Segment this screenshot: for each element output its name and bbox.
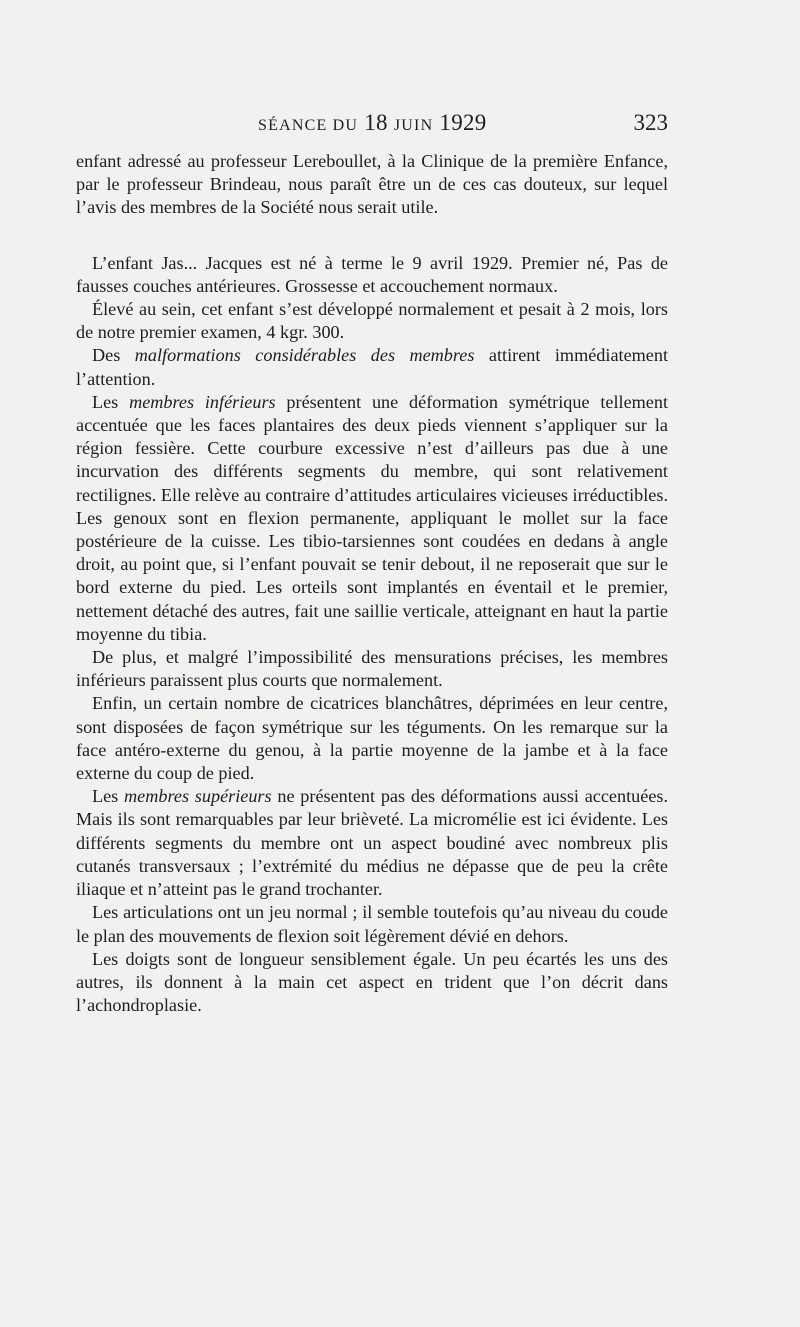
running-title-month: JUIN [393,117,434,134]
paragraph-joints: Les articulations ont un jeu normal ; il semble toutefois qu’au niveau du coude le plan des mouvements de flexion soit légèrement dévié en dehors. [76,902,668,946]
paragraph-shortness: De plus, et malgré l’impossibilité des mensurations précises, les membres inférieurs paraissent plus courts que normalement. [76,647,668,691]
page-number: 323 [633,110,668,135]
paragraph-scars: Enfin, un certain nombre de cicatrices blanchâtres, déprimées en leur centre, sont disposées de façon symétrique sur les téguments. On les remarque sur la face antéro-externe du genou, à la partie moyenne de la jambe et à la face externe du coup de pied. [76,693,668,784]
running-title-prefix: SÉANCE DU [258,117,359,134]
body-text [76,150,668,1017]
paragraph-lower-limbs [76,391,668,646]
running-title-day: 18 [364,110,388,135]
italic-term: membres inférieurs [129,391,276,412]
paragraph-malformations [76,344,668,390]
italic-term: membres supérieurs [124,786,272,807]
text: présentent une déformation symétrique tellement accentuée que les faces plantaires des deux pieds viennent s’appliquer sur la région fessière. Cette courbure excessive n’est d’ailleurs pas due à une incurvation des différents segments du membre, qui sont relativement rectilignes. Elle relève au contraire d’attitudes articulaires vicieuses irréductibles. Les genoux sont en flexion permanente, appliquant le mollet sur la face postérieure de la cuisse. Les tibio-tarsiennes sont coudées en dedans à angle droit, au point que, si l’enfant pouvait se tenir debout, il ne reposerait que sur le bord externe du pied. Les orteils sont implantés en éventail et le premier, nettement détaché des autres, fait une saillie verticale, atteignant en haut la partie moyenne du tibia. [76,391,669,644]
paragraph-case-intro: L’enfant Jas... Jacques est né à terme le 9 avril 1929. Premier né, Pas de fausses couches antérieures. Grossesse et accouchement normaux. [76,252,668,296]
running-header [76,106,668,138]
italic-term: malformations considérables des membres [134,345,475,366]
text: attirent immédiatement l’attention. [76,345,669,389]
text: Les [92,391,119,412]
running-title [258,110,487,136]
text: Des [92,345,121,366]
paragraph-fingers: Les doigts sont de longueur sensiblement égale. Un peu écartés les uns des autres, ils donnent à la main cet aspect en trident que l’on décrit dans l’achondroplasie. [76,948,668,1016]
running-title-year: 1929 [439,110,487,135]
paragraph-continuation: enfant adressé au professeur Lereboullet, à la Clinique de la première Enfance, par le professeur Brindeau, nous paraît être un de ces cas douteux, sur lequel l’avis des membres de la Société nous serait utile. [76,151,668,218]
text: ne présentent pas des déformations aussi accentuées. Mais ils sont remarquables par leur brièveté. La micromélie est ici évidente. Les différents segments du membre ont un aspect boudiné avec nombreux plis cutanés transversaux ; l’extrémité du médius ne dépasse que de peu la crête iliaque et n’atteint pas le grand trochanter. [76,786,669,900]
paragraph-upper-limbs [76,785,668,901]
paragraph-growth: Élevé au sein, cet enfant s’est développé normalement et pesait à 2 mois, lors de notre premier examen, 4 kgr. 300. [76,299,668,343]
text: Les [92,786,119,807]
